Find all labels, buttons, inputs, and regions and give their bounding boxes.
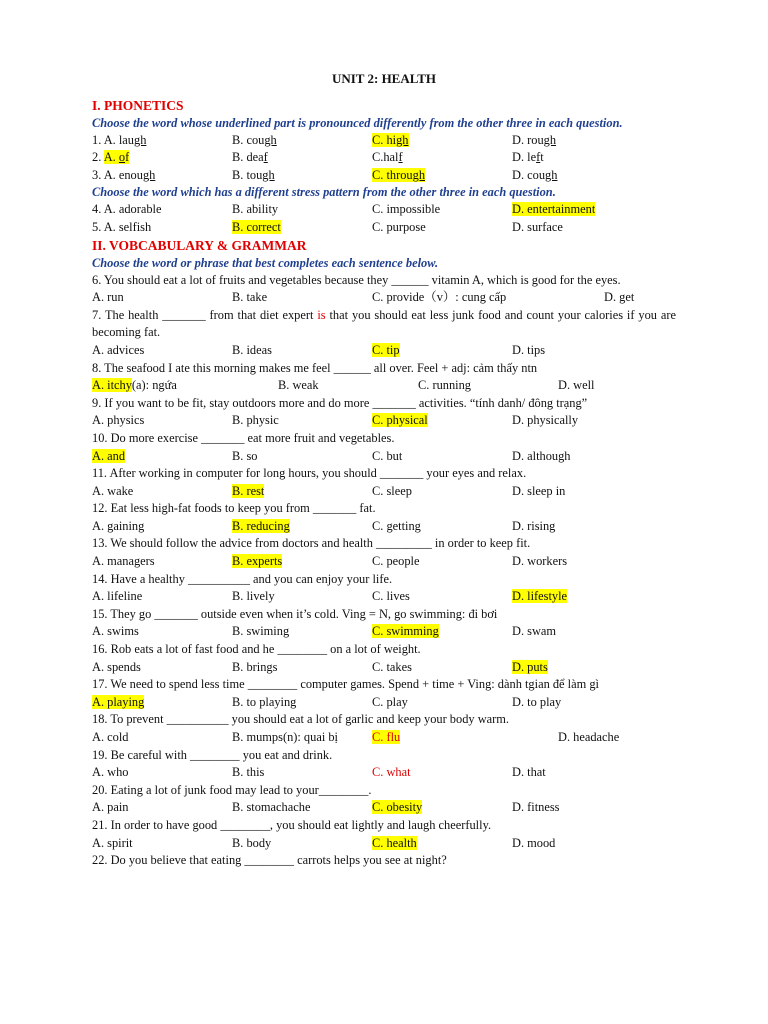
question-7-options [92, 342, 676, 360]
option-a: A. gaining [92, 518, 145, 533]
question-1 [92, 132, 676, 150]
question-8-options [92, 377, 676, 395]
option-d: D. physically [512, 413, 579, 428]
option-a: A. run [92, 290, 124, 305]
option-b: B. rest [232, 483, 265, 498]
instruction-stress: Choose the word which has a different stress pattern from the other three in each question. [92, 185, 556, 200]
option-b: B. stomachache [232, 800, 311, 815]
option-d: D. get [604, 290, 635, 305]
option-a: 2. A. of [92, 150, 130, 165]
instruction-vocabulary: Choose the word or phrase that best completes each sentence below. [92, 255, 439, 270]
option-c: C. through [372, 167, 426, 182]
option-b: B. tough [232, 167, 275, 182]
question-11-options [92, 483, 676, 501]
option-b: B. experts [232, 554, 283, 569]
option-d: D. workers [512, 554, 568, 569]
option-a: A. spends [92, 659, 141, 674]
question-13-options [92, 553, 676, 571]
option-d: D. fitness [512, 800, 560, 815]
option-b: B. this [232, 765, 265, 780]
question-17-text: 17. We need to spend less time ________ computer games. Spend + time + Ving: dành tgian để làm gì [92, 677, 599, 692]
question-19-options [92, 764, 676, 782]
option-c: C. obesity [372, 800, 423, 815]
question-14-options [92, 588, 676, 606]
option-a: 3. A. enough [92, 167, 156, 182]
option-d: D. surface [512, 219, 563, 234]
option-b: B. physic [232, 413, 279, 428]
question-22-text: 22. Do you believe that eating ________ carrots helps you see at night? [92, 853, 447, 868]
question-20-text: 20. Eating a lot of junk food may lead to your________. [92, 782, 372, 797]
option-a: 1. A. laugh [92, 132, 147, 147]
option-d: D. headache [558, 730, 620, 744]
question-15-options [92, 623, 676, 641]
option-c: C. provide（v）: cung cấp [372, 290, 507, 305]
option-c: C.half [372, 150, 403, 165]
option-a: 5. A. selfish [92, 219, 152, 234]
question-6-text: 6. You should eat a lot of fruits and vegetables because they ______ vitamin A, which is good for the eyes. [92, 272, 621, 287]
option-c: C. lives [372, 589, 410, 604]
question-7-text: 7. The health _______ from that diet expert is that you should eat less junk food and count your calories if you are becoming fat. [92, 307, 676, 340]
question-2 [92, 149, 676, 167]
option-d: D. although [512, 448, 571, 463]
option-d: D. entertainment [512, 202, 596, 217]
option-d: D. sleep in [512, 483, 566, 498]
question-10-text: 10. Do more exercise _______ eat more fruit and vegetables. [92, 430, 395, 445]
option-d: D. rising [512, 518, 556, 533]
question-18-text: 18. To prevent __________ you should eat a lot of garlic and keep your body warm. [92, 712, 509, 727]
option-b: B. brings [232, 659, 278, 674]
option-c: C. what [372, 765, 411, 780]
option-b: B. correct [232, 219, 281, 234]
question-6-options [92, 289, 676, 307]
option-c: C. people [372, 554, 420, 569]
question-16-text: 16. Rob eats a lot of fast food and he ________ on a lot of weight. [92, 642, 421, 657]
option-c: C. swimming [372, 624, 439, 639]
option-a: A. and [92, 448, 126, 463]
option-a: A. cold [92, 730, 129, 744]
option-c: C. running [418, 378, 472, 393]
option-b: B. ideas [232, 342, 272, 357]
option-b: B. so [232, 448, 258, 463]
option-b: B. reducing [232, 518, 290, 533]
option-a: A. physics [92, 413, 145, 428]
question-21-options [92, 835, 676, 853]
section-heading-vocabulary: II. VOBCABULARY & GRAMMAR [92, 237, 307, 253]
option-a: A. lifeline [92, 589, 143, 604]
question-10-options [92, 448, 676, 466]
option-b: B. take [232, 290, 268, 305]
option-a: A. advices [92, 342, 145, 357]
option-b: B. to playing [232, 694, 297, 709]
question-12-text: 12. Eat less high-fat foods to keep you from _______ fat. [92, 501, 376, 516]
question-18-options [92, 729, 676, 747]
option-c: C. but [372, 448, 403, 463]
question-4 [92, 201, 676, 219]
question-3 [92, 167, 676, 185]
option-d: D. swam [512, 624, 557, 639]
option-b: B. swiming [232, 624, 290, 639]
option-d: D. well [558, 378, 595, 393]
option-c: C. takes [372, 659, 412, 674]
option-c: C. play [372, 694, 408, 709]
question-20-options [92, 799, 676, 817]
question-13-text: 13. We should follow the advice from doctors and health _________ in order to keep fit. [92, 536, 531, 551]
option-c: C. tip [372, 342, 400, 357]
option-d: D. left [512, 150, 544, 165]
option-d: D. to play [512, 694, 562, 709]
option-a: A. who [92, 765, 129, 780]
option-c: C. impossible [372, 202, 441, 217]
page-title: UNIT 2: HEALTH [331, 71, 437, 86]
question-16-options [92, 659, 676, 677]
option-d: D. tips [512, 342, 546, 357]
option-b: B. deaf [232, 150, 268, 165]
option-a: A. swims [92, 624, 139, 639]
option-b: B. mumps(n): quai bị [232, 730, 339, 744]
option-c: C. physical [372, 413, 428, 428]
option-c: C. getting [372, 518, 421, 533]
option-c: C. sleep [372, 483, 412, 498]
option-a: A. managers [92, 554, 155, 569]
instruction-pronunciation: Choose the word whose underlined part is pronounced differently from the other three in each question. [92, 115, 623, 130]
option-a: 4. A. adorable [92, 202, 162, 217]
option-d: D. mood [512, 835, 556, 850]
option-a: A. pain [92, 800, 129, 815]
question-9-text: 9. If you want to be fit, stay outdoors more and do more _______ activities. “tính danh/ đông trạng” [92, 395, 588, 410]
option-c: C. health [372, 835, 417, 850]
option-d: D. puts [512, 659, 548, 674]
option-a: A. spirit [92, 835, 133, 850]
option-a: A. wake [92, 483, 134, 498]
option-a: A. itchy(a): ngứa [92, 378, 177, 393]
section-heading-phonetics: I. PHONETICS [92, 97, 184, 113]
option-d: D. rough [512, 132, 557, 147]
option-b: B. body [232, 835, 272, 850]
option-b: B. lively [232, 589, 275, 604]
question-5 [92, 219, 676, 237]
option-c: C. flu [372, 730, 401, 744]
question-11-text: 11. After working in computer for long hours, you should _______ your eyes and relax. [92, 466, 527, 481]
question-19-text: 19. Be careful with ________ you eat and drink. [92, 747, 333, 762]
option-b: B. ability [232, 202, 279, 217]
question-9-options [92, 412, 676, 430]
question-17-options [92, 694, 676, 712]
option-a: A. playing [92, 694, 145, 709]
question-21-text: 21. In order to have good ________, you should eat lightly and laugh cheerfully. [92, 817, 492, 832]
option-c: C. high [372, 132, 409, 147]
option-b: B. cough [232, 132, 277, 147]
option-d: D. that [512, 765, 546, 780]
question-14-text: 14. Have a healthy __________ and you can enjoy your life. [92, 571, 393, 586]
option-c: C. purpose [372, 219, 426, 234]
question-12-options [92, 518, 676, 536]
option-b: B. weak [278, 378, 319, 393]
question-15-text: 15. They go _______ outside even when it’s cold. Ving = N, go swimming: đi bơi [92, 606, 498, 621]
question-8-text: 8. The seafood I ate this morning makes me feel ______ all over. Feel + adj: cảm thấy ntn [92, 360, 538, 375]
option-d: D. lifestyle [512, 589, 568, 604]
option-d: D. cough [512, 167, 558, 182]
